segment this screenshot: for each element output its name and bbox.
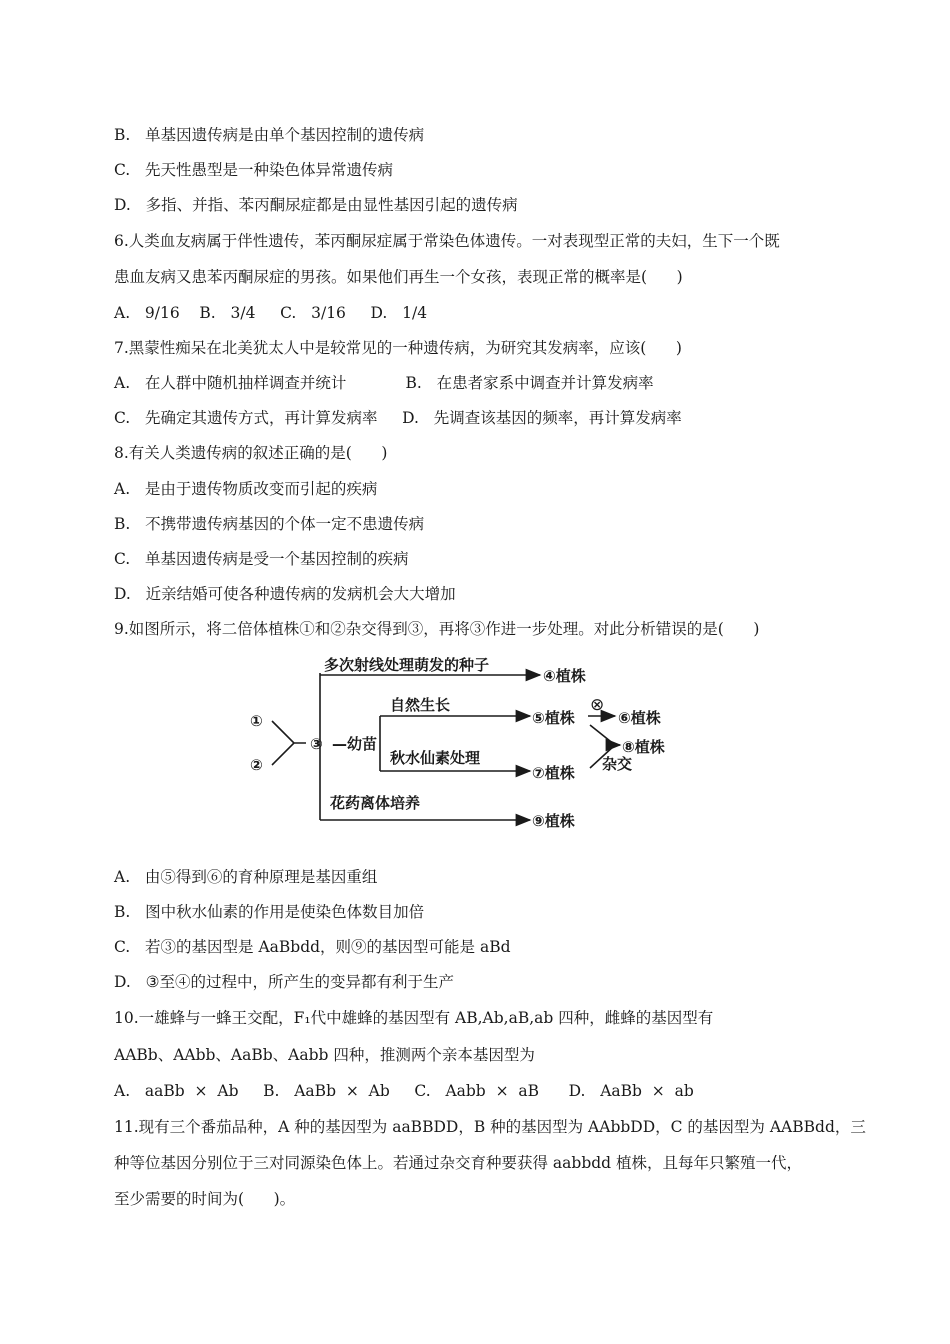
q8-option-b: B. 不携带遗传病基因的个体一定不患遗传病 (114, 515, 425, 533)
q8-option-c: C. 单基因遗传病是受一个基因控制的疾病 (114, 550, 409, 568)
q10-stem-line2: AABb、AAbb、AaBb、Aabb 四种，推测两个亲本基因型为 (114, 1046, 535, 1064)
q6-options: A. 9/16 B. 3/4 C. 3/16 D. 1/4 (114, 304, 428, 322)
q7-options-row2: C. 先确定其遗传方式，再计算发病率 D. 先调查该基因的频率，再计算发病率 (114, 409, 682, 427)
selfing-symbol: ⊗ (590, 695, 605, 715)
breeding-diagram (240, 653, 710, 843)
q9-option-c: C. 若③的基因型是 AaBbdd，则⑨的基因型可能是 aBd (114, 938, 511, 956)
parent-merge-lines (272, 721, 306, 765)
parent-1-label: ① (250, 712, 263, 730)
q8-option-a: A. 是由于遗传物质改变而引起的疾病 (114, 480, 378, 498)
q9-option-d: D. ③至④的过程中，所产生的变异都有利于生产 (114, 973, 454, 991)
q5-option-d: D. 多指、并指、苯丙酮尿症都是由显性基因引起的遗传病 (114, 196, 518, 214)
natural-growth-label: 自然生长 (390, 696, 451, 714)
q11-stem-line2: 种等位基因分别位于三对同源染色体上。若通过杂交育种要获得 aabbdd 植株，且每年只繁殖一代， (114, 1154, 803, 1172)
q5-option-b: B. 单基因遗传病是由单个基因控制的遗传病 (114, 126, 425, 144)
q8-stem: 8.有关人类遗传病的叙述正确的是( ) (114, 444, 388, 462)
plant-5-label: ⑤植株 (532, 709, 575, 727)
plant-7-label: ⑦植株 (532, 764, 575, 782)
q5-option-c: C. 先天性愚型是一种染色体异常遗传病 (114, 161, 394, 179)
plant-9-label: ⑨植株 (532, 812, 575, 830)
q10-stem-line1: 10.一雄蜂与一蜂王交配，F₁代中雄蜂的基因型有 AB,Ab,aB,ab 四种，雌蜂的基因型有 (114, 1009, 714, 1027)
anther-culture-label: 花药离体培养 (330, 794, 421, 812)
parent-2-label: ② (250, 756, 263, 774)
q9-option-a: A. 由⑤得到⑥的育种原理是基因重组 (114, 868, 378, 886)
plant-6-label: ⑥植株 (618, 709, 661, 727)
radiation-label: 多次射线处理萌发的种子 (324, 656, 490, 674)
f1-label: ③ (310, 735, 323, 753)
q7-stem: 7.黑蒙性痴呆在北美犹太人中是较常见的一种遗传病，为研究其发病率，应该( ) (114, 339, 682, 357)
plant-8-label: ⑧植株 (622, 738, 665, 756)
cross-label: 杂交 (602, 755, 633, 773)
seedling-label: —幼苗 (332, 735, 378, 753)
q8-option-d: D. 近亲结婚可使各种遗传病的发病机会大大增加 (114, 585, 456, 603)
q9-option-b: B. 图中秋水仙素的作用是使染色体数目加倍 (114, 903, 425, 921)
plant-4-label: ④植株 (543, 667, 586, 685)
q6-stem-line1: 6.人类血友病属于伴性遗传，苯丙酮尿症属于常染色体遗传。一对表现型正常的夫妇，生下一个既 (114, 232, 780, 250)
colchicine-label: 秋水仙素处理 (390, 749, 481, 767)
q7-options-row1: A. 在人群中随机抽样调查并统计 B. 在患者家系中调查并计算发病率 (114, 374, 654, 392)
q6-stem-line2: 患血友病又患苯丙酮尿症的男孩。如果他们再生一个女孩，表现正常的概率是( ) (114, 268, 683, 286)
q11-stem-line1: 11.现有三个番茄品种，A 种的基因型为 aaBBDD，B 种的基因型为 AAbbDD，C 的基因型为 AABBdd，三 (114, 1118, 866, 1136)
q9-stem: 9.如图所示，将二倍体植株①和②杂交得到③，再将③作进一步处理。对此分析错误的是( ) (114, 620, 760, 638)
q10-options: A. aaBb × Ab B. AaBb × Ab C. Aabb × aB D. AaBb × ab (114, 1082, 694, 1100)
q11-stem-line3: 至少需要的时间为( )。 (114, 1190, 296, 1208)
